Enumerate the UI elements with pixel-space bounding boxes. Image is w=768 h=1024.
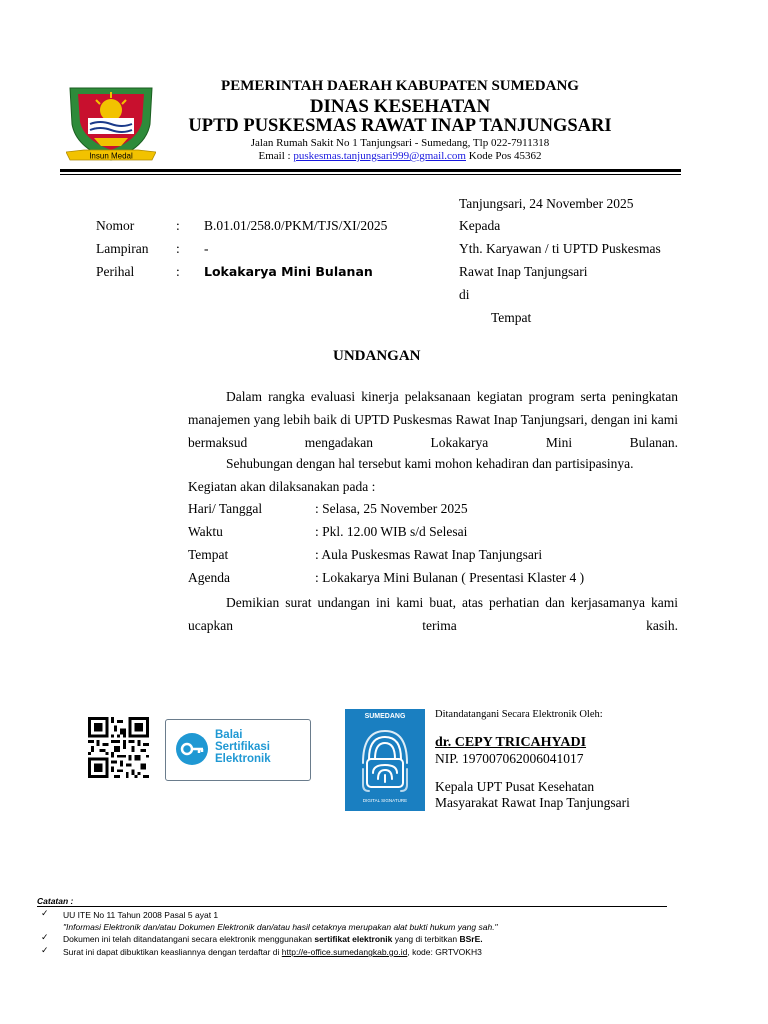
notes-title: Catatan : bbox=[37, 896, 74, 906]
institution-heading: UPTD PUSKESMAS RAWAT INAP TANJUNGSARI bbox=[188, 116, 612, 136]
badge-region-label: SUMEDANG bbox=[364, 713, 406, 720]
detail-value-agenda: : Lokakarya Mini Bulanan ( Presentasi Klaster 4 ) bbox=[315, 570, 585, 585]
detail-label-time: Waktu bbox=[188, 524, 223, 539]
meta-colon: : bbox=[176, 241, 180, 256]
note-item-3-text: Surat ini dapat dibuktikan keasliannya dengan terdaftar di bbox=[63, 947, 282, 957]
recipient-kepada: Kepada bbox=[459, 218, 501, 233]
body-paragraph-2-line-1: Sehubungan dengan hal tersebut kami mohon kehadiran dan partisipasinya. bbox=[226, 456, 634, 471]
meta-value-perihal: Lokakarya Mini Bulanan bbox=[204, 264, 373, 279]
meta-label-lampiran: Lampiran bbox=[96, 241, 149, 256]
closing-paragraph-text: Demikian surat undangan ini kami buat, atas perhatian dan kerjasamanya kami ucapkan terima kasih. bbox=[188, 595, 678, 633]
signer-position-line-1: Kepala UPT Pusat Kesehatan bbox=[435, 779, 595, 794]
bsre-line-1: Balai bbox=[215, 729, 243, 741]
body-paragraph-2-line-2: Kegiatan akan dilaksanakan pada : bbox=[188, 479, 376, 494]
detail-value-time: : Pkl. 12.00 WIB s/d Selesai bbox=[315, 524, 468, 539]
closing-paragraph bbox=[188, 591, 678, 660]
body-paragraph-1-text: Dalam rangka evaluasi kinerja pelaksanaan kegiatan program serta peningkatan manajemen yang lebih baik di UPTD Puskesmas Rawat Inap Tanjungsari, dengan ini kami bermaksud mengadakan Lokakarya Mini Bulanan. bbox=[188, 389, 678, 450]
letter-title: UNDANGAN bbox=[333, 348, 421, 364]
email-link[interactable]: puskesmas.tanjungsari999@gmail.com bbox=[293, 150, 466, 162]
place-date: Tanjungsari, 24 November 2025 bbox=[459, 196, 634, 211]
contact-line bbox=[150, 150, 650, 162]
header-divider-thick bbox=[60, 169, 681, 172]
recipient-name-2: Rawat Inap Tanjungsari bbox=[459, 264, 588, 279]
note-item-2-text: Dokumen ini telah ditandatangani secara elektronik menggunakan bbox=[63, 934, 315, 944]
postcode: Kode Pos 45362 bbox=[466, 150, 542, 162]
logo-motto: Insun Medal bbox=[89, 151, 133, 161]
meta-label-perihal: Perihal bbox=[96, 264, 135, 279]
note-item-1-quote: "Informasi Elektronik dan/atau Dokumen Elektronik dan/atau hasil cetaknya merupakan alat bukti hukum yang sah." bbox=[63, 922, 498, 932]
note-item-3 bbox=[63, 947, 482, 957]
recipient-di: di bbox=[459, 287, 470, 302]
address-line: Jalan Rumah Sakit No 1 Tanjungsari - Sumedang, Tlp 022-7911318 bbox=[250, 137, 550, 149]
notes-divider bbox=[37, 906, 667, 907]
eoffice-link[interactable]: http://e-office.sumedangkab.go.id bbox=[281, 947, 408, 957]
agency-heading: DINAS KESEHATAN bbox=[309, 96, 491, 117]
meta-value-lampiran: - bbox=[204, 241, 209, 256]
recipient-tempat: Tempat bbox=[491, 310, 532, 325]
recipient-name: Yth. Karyawan / ti UPTD Puskesmas bbox=[459, 241, 661, 256]
signed-by-label: Ditandatangani Secara Elektronik Oleh: bbox=[435, 709, 603, 720]
government-heading: PEMERINTAH DAERAH KABUPATEN SUMEDANG bbox=[221, 78, 579, 94]
sumedang-coat-of-arms-logo bbox=[66, 80, 156, 166]
note-item-2-text-mid: yang di terbitkan bbox=[392, 934, 460, 944]
bsre-line-3: Elektronik bbox=[215, 753, 271, 765]
note-item-1: UU ITE No 11 Tahun 2008 Pasal 5 ayat 1 bbox=[63, 910, 219, 920]
detail-label-agenda: Agenda bbox=[188, 570, 230, 585]
fingerprint-lock-icon bbox=[359, 729, 411, 793]
detail-label-place: Tempat bbox=[188, 547, 229, 562]
note-item-2-issuer: BSrE. bbox=[459, 934, 483, 944]
check-icon: ✓ bbox=[41, 946, 49, 956]
meta-colon: : bbox=[176, 264, 180, 279]
verification-qr-code[interactable] bbox=[87, 717, 150, 778]
meta-colon: : bbox=[176, 218, 180, 233]
digital-signature-badge bbox=[345, 709, 425, 811]
note-item-2-emphasis: sertifikat elektronik bbox=[314, 934, 393, 944]
signer-name: dr. CEPY TRICAHYADI bbox=[435, 735, 587, 750]
note-item-3-code: , kode: GRTVOKH3 bbox=[407, 947, 482, 957]
badge-caption: DIGITAL SIGNATURE bbox=[362, 798, 408, 803]
meta-value-nomor: B.01.01/258.0/PKM/TJS/XI/2025 bbox=[204, 218, 388, 233]
check-icon: ✓ bbox=[41, 933, 49, 943]
detail-value-date: : Selasa, 25 November 2025 bbox=[315, 501, 468, 516]
meta-label-nomor: Nomor bbox=[96, 218, 135, 233]
detail-value-place: : Aula Puskesmas Rawat Inap Tanjungsari bbox=[315, 547, 543, 562]
check-icon: ✓ bbox=[41, 909, 49, 919]
detail-label-date: Hari/ Tanggal bbox=[188, 501, 263, 516]
header-divider-thin bbox=[60, 174, 681, 175]
email-label: Email : bbox=[258, 150, 294, 162]
note-item-2 bbox=[63, 934, 483, 944]
signer-position-line-2: Masyarakat Rawat Inap Tanjungsari bbox=[435, 795, 630, 810]
bsre-key-icon bbox=[176, 733, 208, 765]
bsre-line-2: Sertifikasi bbox=[215, 741, 270, 753]
signer-nip: NIP. 197007062006041017 bbox=[435, 751, 584, 766]
bsre-logo bbox=[165, 719, 311, 781]
